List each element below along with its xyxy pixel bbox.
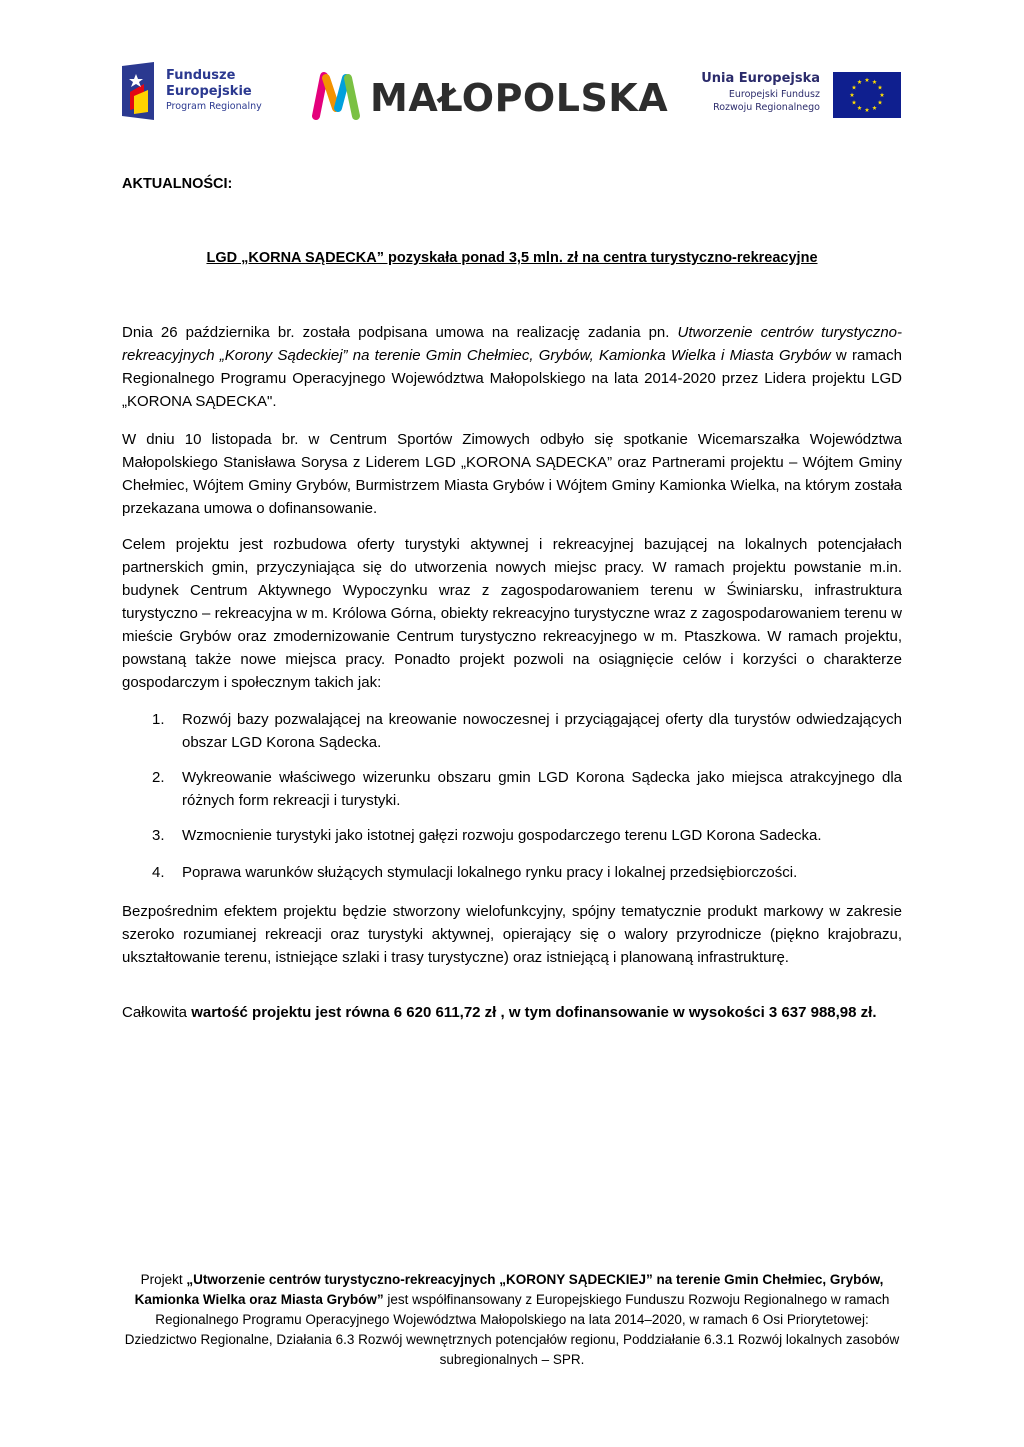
paragraph-4: Bezpośrednim efektem projektu będzie stworzony wielofunkcyjny, spójny tematycznie produkt markowy w zakresie szeroko rozumianej rekreacji oraz turystyki aktywnej, opierający się o walory przyrodnicze (piękno krajobrazu, ukształtowanie terenu, istniejące szlaki i trasy turystyczne) oraz istniejącą i planowaną infrastrukturę. — [122, 903, 902, 966]
fe-logo-line3: Program Regionalny — [166, 101, 262, 112]
malopolska-m-icon — [312, 70, 364, 122]
paragraph-1-text-b: w ramach Regionalnego Programu Operacyjnego Województwa Małopolskiego na lata 2014-2020 przez Lidera projektu LGD „KORONA SĄDECKA". — [122, 347, 902, 410]
paragraph-5-text-a: Całkowita — [122, 1004, 192, 1021]
list-item-number: 2. — [152, 769, 165, 786]
paragraph-1-project-title: Utworzenie centrów turystyczno-rekreacyjnych „Korony Sądeckiej” na terenie Gmin Chełmiec, Grybów, Kamionka Wielka i Miasta Grybów — [122, 324, 902, 364]
list-item-number: 4. — [152, 864, 165, 881]
ue-logo-line1: Unia Europejska — [701, 71, 820, 86]
fe-logo-line1: Fundusze — [166, 68, 236, 83]
paragraph-1 — [122, 321, 902, 413]
list-item — [122, 824, 902, 847]
malopolska-logo — [312, 70, 669, 122]
project-value-text: wartość projektu jest równa 6 620 611,72 zł , w tym dofinansowanie w wysokości 3 637 988,98 zł. — [191, 1004, 877, 1021]
paragraph-2: W dniu 10 listopada br. w Centrum Sportów Zimowych odbyło się spotkanie Wicemarszałka Województwa Małopolskiego Stanisława Sorysa z Liderem LGD „KORONA SĄDECKA” oraz Partnerami projektu – Wójtem Gminy Chełmiec, Wójtem Gminy Grybów, Burmistrzem Miasta Grybów i Wójtem Gminy Kamionka Wielka, na którym została przekazana umowa o dofinansowanie. — [122, 431, 902, 517]
fe-logo-line2: Europejskie — [166, 84, 252, 99]
list-item — [122, 861, 902, 884]
footer-project-title: „Utworzenie centrów turystyczno-rekreacyjnych „KORONY SĄDECKIEJ” na terenie Gmin Chełmiec, Grybów, Kamionka Wielka oraz Miasta Grybów” — [134, 1272, 884, 1307]
list-item-text: Rozwój bazy pozwalającej na kreowanie nowoczesnej i przyciągającej oferty dla turystów odwiedzających obszar LGD Korona Sądecka. — [182, 711, 902, 751]
ue-logo-line2: Europejski Fundusz — [728, 89, 820, 100]
funding-footer — [122, 1270, 902, 1370]
paragraph-5 — [122, 1001, 902, 1024]
goals-list — [122, 708, 902, 884]
list-item-text: Wykreowanie właściwego wizerunku obszaru gmin LGD Korona Sądecka jako miejsca atrakcyjnego dla różnych form rekreacji i turystyki. — [182, 769, 902, 809]
list-item — [122, 708, 902, 754]
list-item-number: 3. — [152, 827, 165, 844]
list-item-number: 1. — [152, 711, 165, 728]
fundusze-europejskie-emblem-icon — [122, 62, 162, 122]
article-headline: LGD „KORNA SĄDECKA” pozyskała ponad 3,5 mln. zł na centra turystyczno-rekreacyjne — [206, 250, 818, 266]
paragraph-3: Celem projektu jest rozbudowa oferty turystyki aktywnej i rekreacyjnej bazującej na lokalnych potencjałach partnerskich gmin, przyczyniająca się do utworzenia nowych miejsc pracy. W ramach projektu powstanie m.in. budynek Centrum Aktywnego Wypoczynku wraz z zagospodarowaniem terenu w Świniarsku, infrastruktura turystyczno – rekreacyjna w m. Królowa Górna, obiekty rekreacyjno turystyczne wraz z zagospodarowaniem terenu w mieście Grybów oraz zmodernizowanie Centrum turystyczno rekreacyjnego w m. Ptaszkowa. W ramach projektu, powstaną także nowe miejsca pracy. Ponadto projekt pozwoli na osiągnięcie celów i korzyści o charakterze gospodarczym i społecznym takich jak: — [122, 536, 902, 691]
list-item-text: Wzmocnienie turystyki jako istotnej gałęzi rozwoju gospodarczego terenu LGD Korona Sadecka. — [182, 827, 822, 844]
section-label: AKTUALNOŚCI: — [122, 176, 233, 192]
unia-europejska-logo — [700, 70, 905, 122]
eu-flag-icon — [833, 72, 901, 118]
footer-text-b: jest współfinansowany z Europejskiego Funduszu Rozwoju Regionalnego w ramach Regionalnego Programu Operacyjnego Województwa Małopolskiego na lata 2014–2020, w ramach 6 Osi Priorytetowej: Dziedzictwo Regionalne, Działania 6.3 Rozwój wewnętrznych potencjałów regionu, Poddziałanie 6.3.1 Rozwój lokalnych zasobów subregionalnych – SPR. — [124, 1292, 900, 1367]
list-item-text: Poprawa warunków służących stymulacji lokalnego rynku pracy i lokalnej przedsiębiorczości. — [182, 864, 798, 881]
ue-logo-line3: Rozwoju Regionalnego — [713, 102, 820, 113]
list-item — [122, 766, 902, 812]
paragraph-1-text-a: Dnia 26 października br. została podpisana umowa na realizację zadania pn. — [122, 324, 678, 341]
malopolska-wordmark: MAŁOPOLSKA — [370, 76, 669, 120]
fundusze-europejskie-logo — [122, 62, 282, 122]
footer-text-a: Projekt — [140, 1272, 187, 1287]
